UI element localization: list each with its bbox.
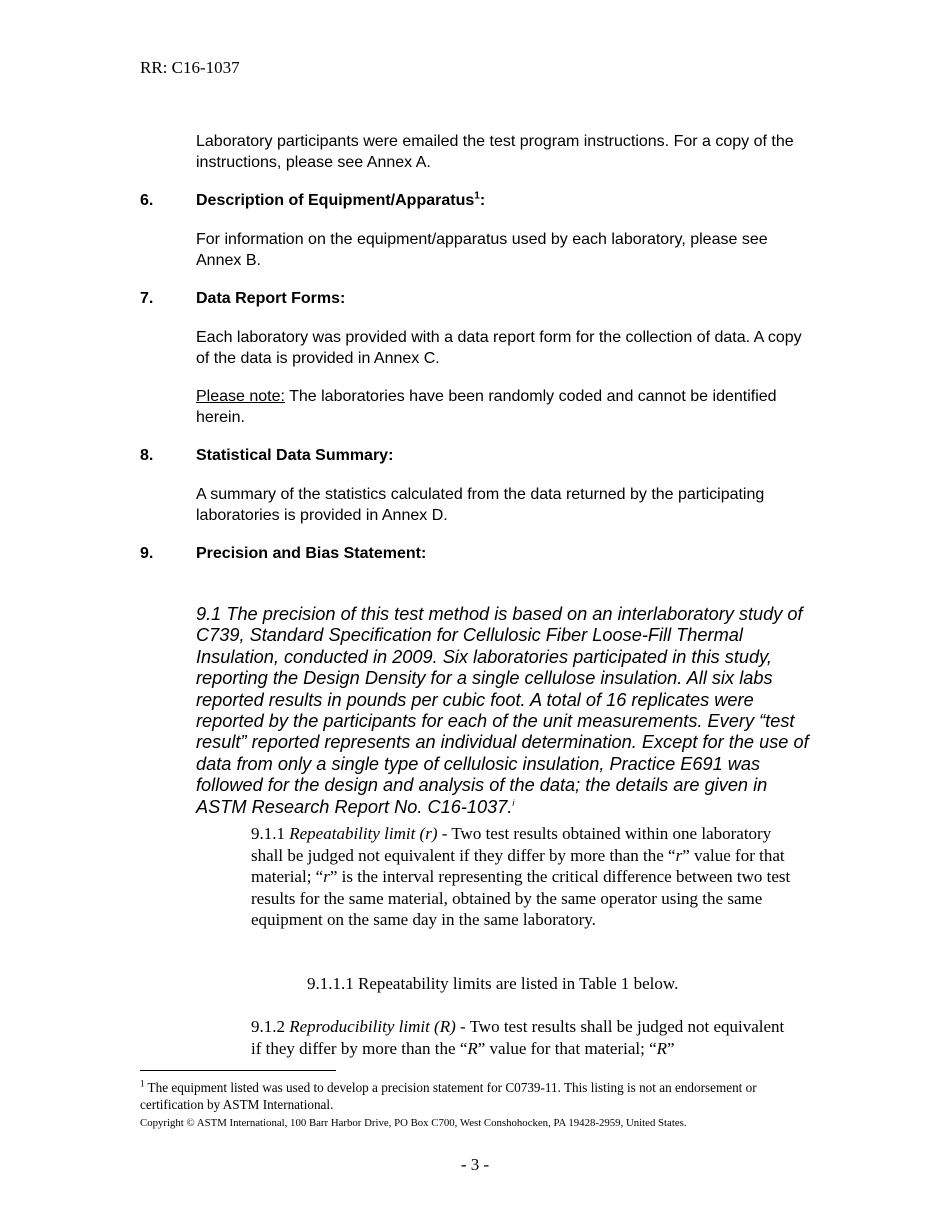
- repeatability-number: 9.1.1: [251, 824, 290, 843]
- symbol-r: r: [323, 867, 330, 886]
- footnote-marker: 1: [140, 1078, 145, 1089]
- section-6-number: 6.: [140, 192, 154, 209]
- section-6-title-text: Description of Equipment/Apparatus: [196, 192, 475, 209]
- footnote: [140, 1080, 800, 1113]
- reproducibility-text-c: ”: [667, 1038, 675, 1058]
- repeatability-term: Repeatability limit (r): [289, 824, 438, 843]
- footnote-ref: 1: [474, 190, 480, 202]
- symbol-R: R: [656, 1038, 668, 1058]
- repeatability-text-a: - Two test results obtained within one laboratory shall be judged not equivalent if they differ by more than the “: [251, 824, 772, 865]
- section-6-title-suffix: :: [479, 192, 486, 209]
- precision-statement-text: 9.1 The precision of this test method is based on an interlaboratory study of C739, Standard Specification for Cellulosic Fiber Loose-Fill Thermal Insulation, conducted in 2009. Six laboratories participated in this study, reporting the Design Density for a single cellulose insulation. All six labs reported results in pounds per cubic foot. A total of 16 replicates were reported by the participants for each of the unit measurements. Every “test result” reported represents an individual determination. Except for the use of data from only a single type of cellulosic insulation, Practice E691 was followed for the design and analysis of the data; the details are given in ASTM Research Report No. C16-1037.: [196, 604, 809, 817]
- section-8-title: Statistical Data Summary:: [196, 447, 394, 464]
- section-7-title: Data Report Forms:: [196, 290, 346, 307]
- section-9-number: 9.: [140, 545, 154, 562]
- reproducibility-term: Reproducibility limit (R): [289, 1017, 456, 1036]
- reproducibility-text-a: - Two test results shall be judged not equivalent if they differ by more than the “: [251, 1017, 785, 1058]
- endnote-ref: i: [512, 797, 515, 808]
- section-6-body: For information on the equipment/apparatus used by each laboratory, please see Annex B.: [196, 231, 768, 269]
- copyright-notice: Copyright © ASTM International, 100 Barr Harbor Drive, PO Box C700, West Conshohocken, PA 19428-2959, United States.: [140, 1117, 687, 1129]
- footnote-separator: [140, 1070, 336, 1071]
- symbol-R: R: [467, 1038, 478, 1058]
- report-header: RR: C16-1037: [140, 58, 240, 77]
- note-text: The laboratories have been randomly coded and cannot be identified herein.: [196, 388, 777, 426]
- reproducibility-text-b: ” value for that material; “: [477, 1038, 657, 1058]
- intro-paragraph: Laboratory participants were emailed the test program instructions. For a copy of the instructions, please see Annex A.: [196, 133, 794, 171]
- reproducibility-paragraph: [251, 1016, 791, 1059]
- repeatability-text-c: ” is the interval representing the critical difference between two test results for the same material, obtained by the same operator using the same equipment on the same day in the same laboratory.: [251, 867, 791, 929]
- precision-statement: [196, 604, 816, 818]
- symbol-r: r: [675, 845, 683, 865]
- repeatability-text-b: ” value for that material; “: [251, 845, 785, 886]
- repeatability-paragraph: [251, 823, 791, 931]
- section-7-body: Each laboratory was provided with a data report form for the collection of data. A copy of the data is provided in Annex C.: [196, 329, 802, 367]
- repeatability-subclause: 9.1.1.1 Repeatability limits are listed in Table 1 below.: [307, 974, 679, 993]
- section-6-title: [196, 191, 485, 211]
- section-7-number: 7.: [140, 290, 154, 307]
- footnote-text: The equipment listed was used to develop a precision statement for C0739-11. This listing is not an endorsement or certification by ASTM International.: [140, 1080, 757, 1112]
- section-9-title: Precision and Bias Statement:: [196, 545, 427, 562]
- page-number: - 3 -: [460, 1155, 490, 1174]
- note-label: Please note:: [196, 388, 285, 405]
- section-8-number: 8.: [140, 447, 154, 464]
- reproducibility-number: 9.1.2: [251, 1017, 290, 1036]
- section-8-body: A summary of the statistics calculated from the data returned by the participating laboratories is provided in Annex D.: [196, 486, 765, 524]
- section-7-note: [196, 387, 816, 428]
